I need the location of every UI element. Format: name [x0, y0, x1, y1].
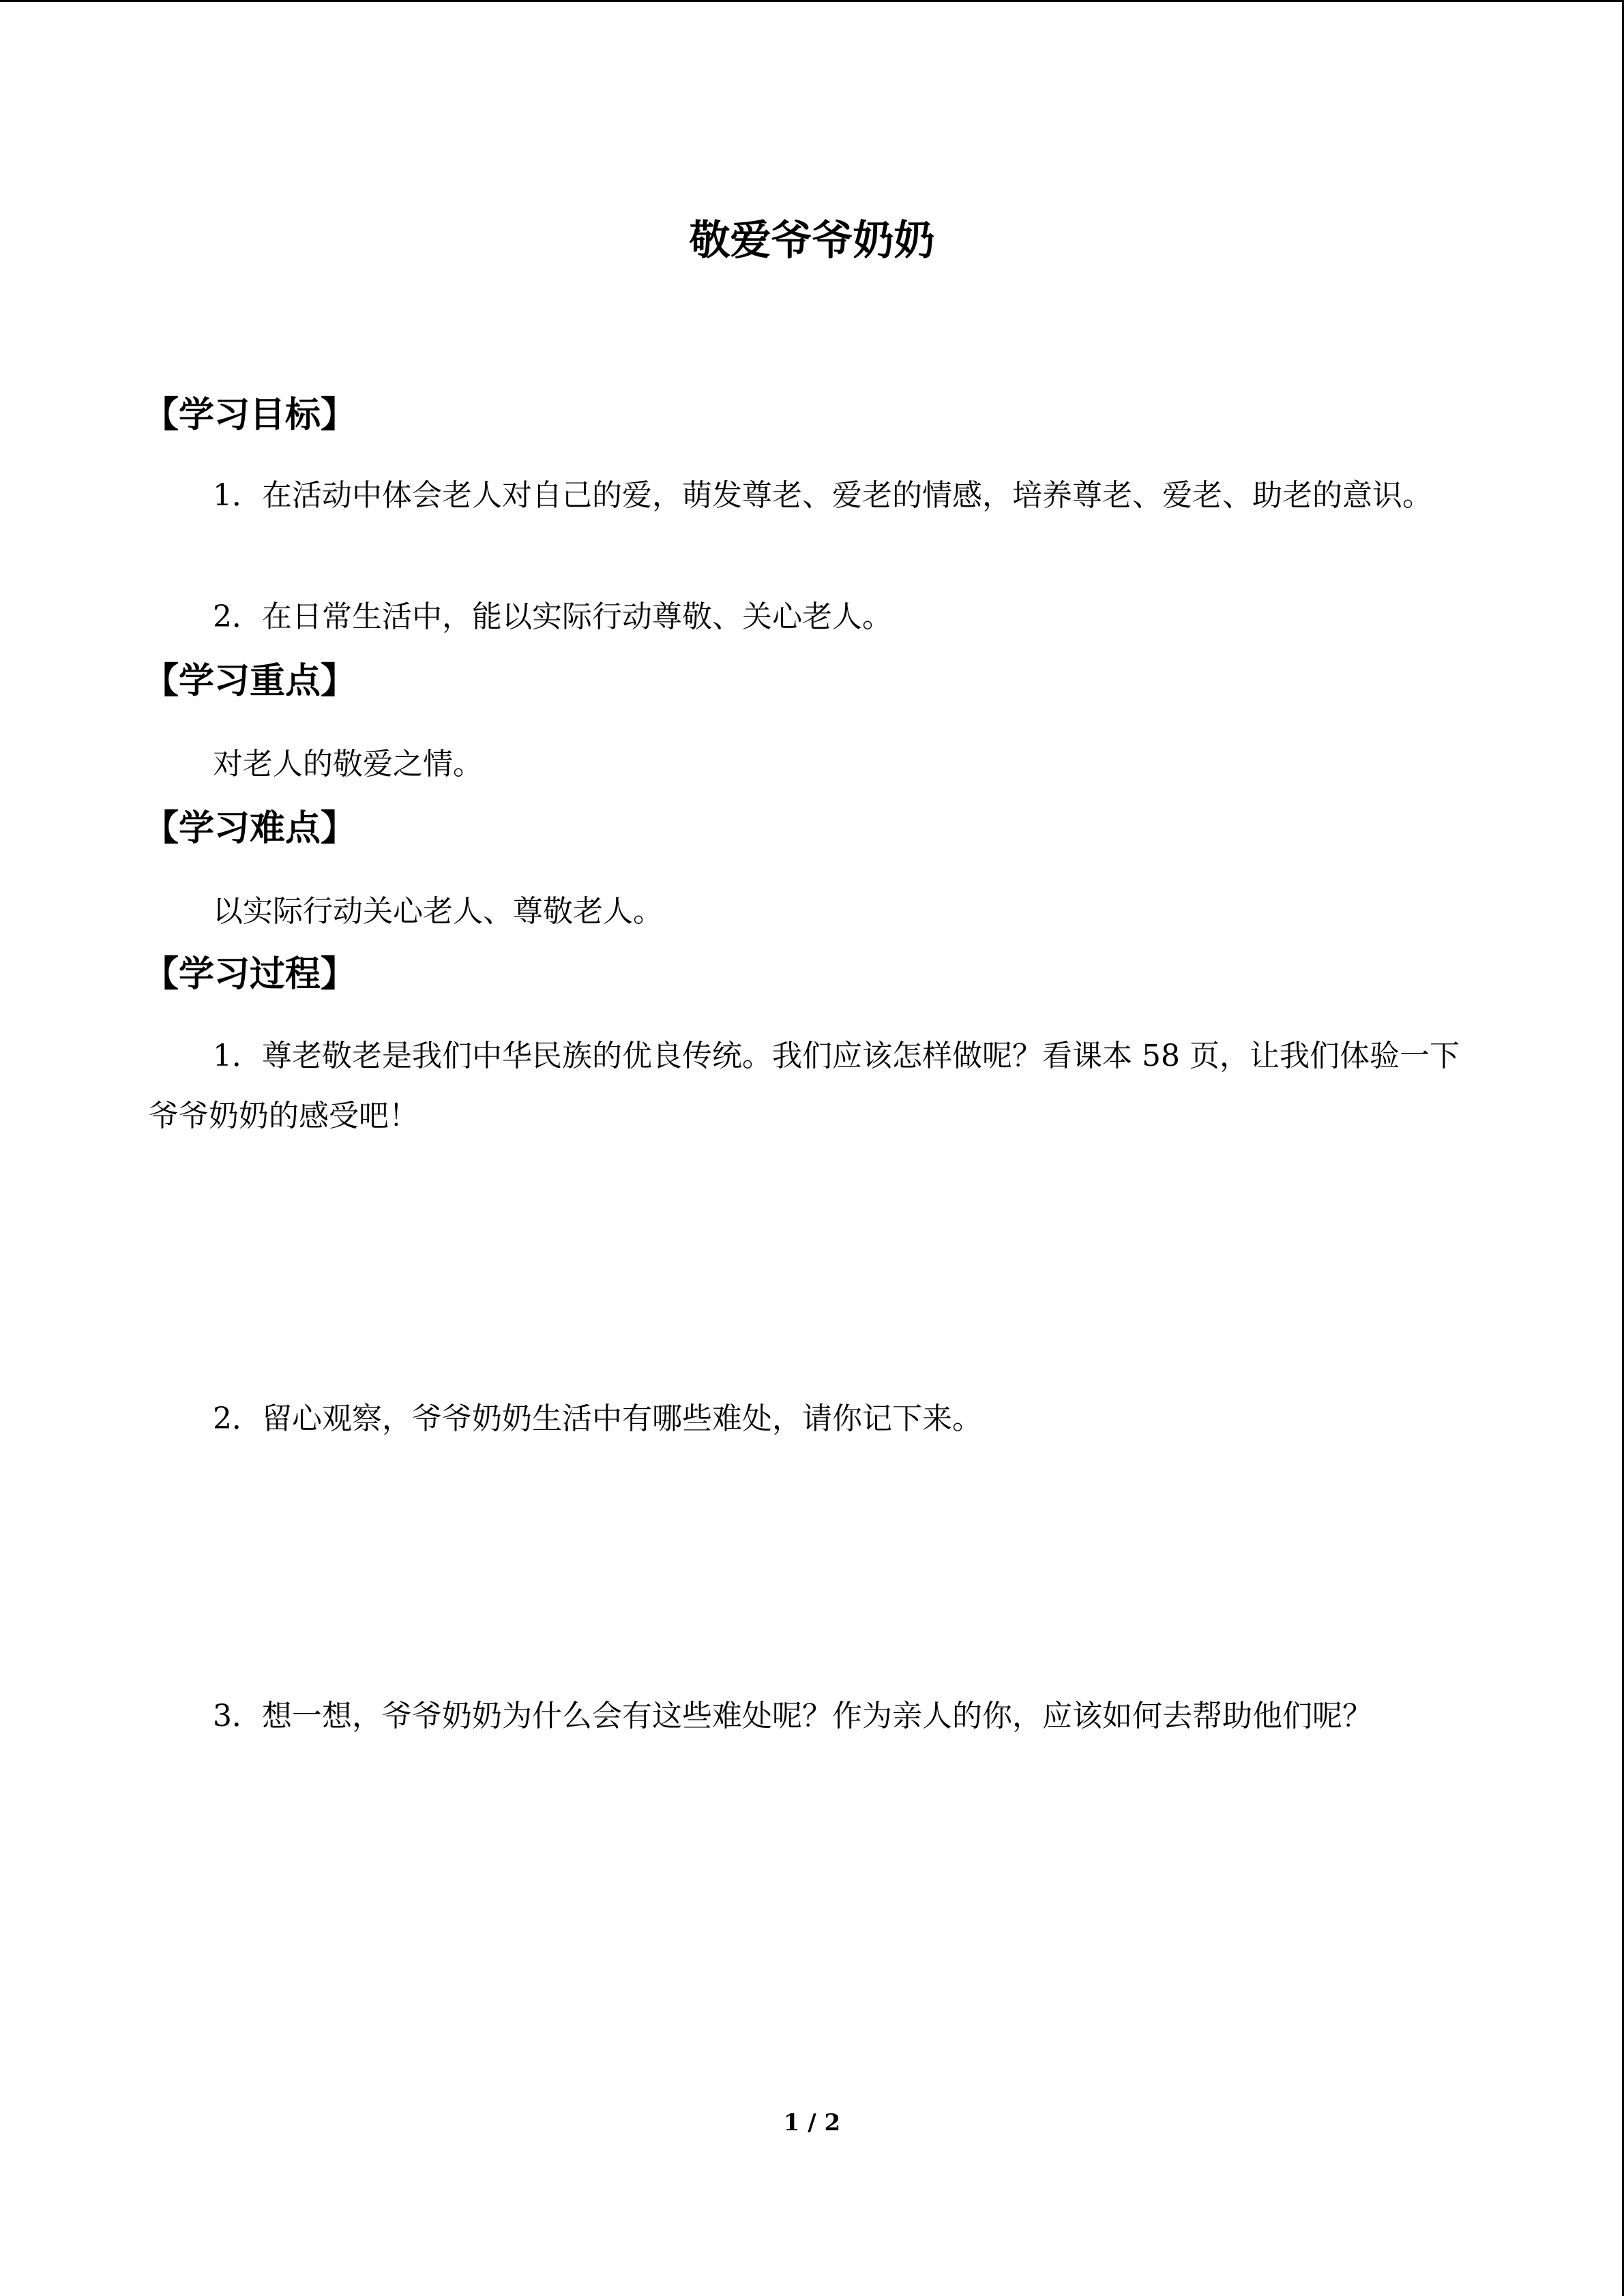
- objective-item-1: 1．在活动中体会老人对自己的爱，萌发尊老、爱老的情感，培养尊老、爱老、助老的意识。: [213, 478, 1432, 513]
- difficulties-text: 以实际行动关心老人、尊敬老人。: [213, 894, 663, 929]
- page-number: 1 / 2: [783, 2109, 841, 2136]
- process-item-2: 2．留心观察，爷爷奶奶生活中有哪些难处，请你记下来。: [213, 1401, 982, 1436]
- process-item-3: 3．想一想，爷爷奶奶为什么会有这些难处呢？作为亲人的你，应该如何去帮助他们呢？: [213, 1699, 1372, 1733]
- process-heading: 【学习过程】: [143, 954, 357, 995]
- process-item-1: 1．尊老敬老是我们中华民族的优良传统。我们应该怎样做呢？看课本 58 页，让我们体验一下爷爷奶奶的感受吧！: [149, 1039, 1460, 1133]
- objectives-heading: 【学习目标】: [143, 395, 357, 436]
- key-points-text: 对老人的敬爱之情。: [213, 747, 483, 781]
- objective-item-2: 2．在日常生活中，能以实际行动尊敬、关心老人。: [213, 599, 892, 634]
- key-points-heading: 【学习重点】: [143, 661, 357, 702]
- difficulties-heading: 【学习难点】: [143, 808, 357, 849]
- document-title: 敬爱爷爷奶奶: [689, 217, 935, 265]
